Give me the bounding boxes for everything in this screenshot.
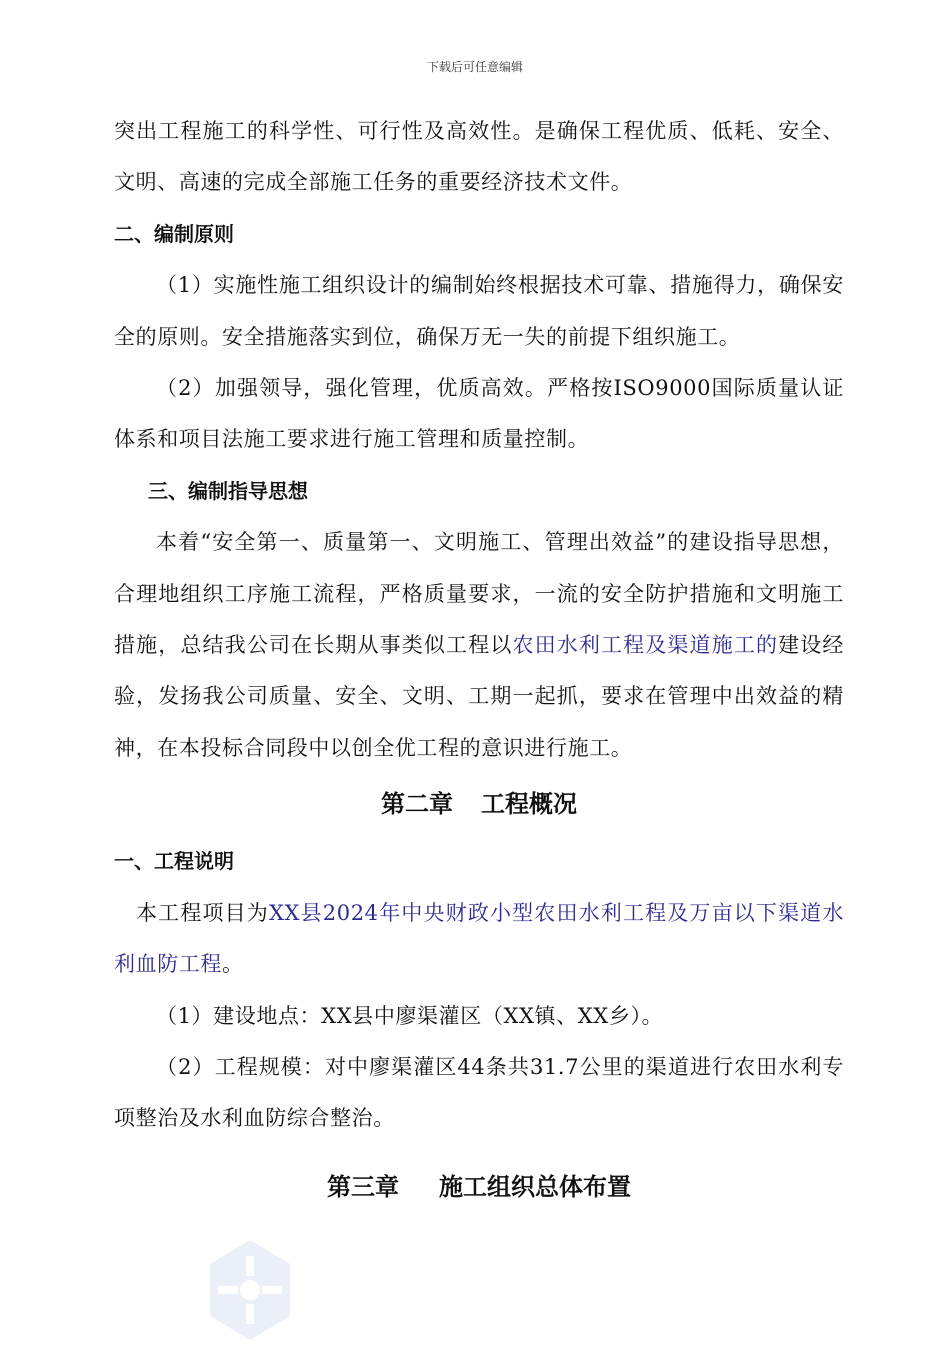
chapter-3-number: 第三章 — [327, 1172, 399, 1201]
project-name-link[interactable]: XX县2024年中央财政小型农田水利工程及万亩以下渠道水利血防工程 — [114, 900, 844, 977]
project-description-paragraph — [114, 888, 844, 991]
principle-item-1: （1）实施性施工组织设计的编制始终根据技术可靠、措施得力，确保安全的原则。安全措施落实到位，确保万无一失的前提下组织施工。 — [114, 273, 844, 349]
guiding-thought-text-2: 建设经验，发扬我公司质量、安全、文明、工期一起抓，要求在管理中出效益的精神，在本投标合同段中以创全优工程的意识进行施工。 — [114, 633, 844, 760]
watermark — [190, 1236, 670, 1344]
document-body — [114, 106, 844, 1219]
chapter-title-3 — [114, 1159, 844, 1215]
chapter-2-title: 工程概况 — [481, 790, 577, 819]
project-desc-suffix: 。 — [222, 952, 244, 977]
project-scale-item: （2）工程规模：对中廖渠灌区44条共31.7公里的渠道进行农田水利专项整治及水利血防综合整治。 — [114, 1054, 844, 1131]
section-heading-project-description: 一、工程说明 — [114, 849, 234, 874]
guiding-thought-paragraph — [114, 517, 844, 774]
chapter-title-2 — [114, 776, 844, 832]
watermark-logo-icon — [190, 1236, 310, 1344]
project-desc-prefix: 本工程项目为 — [136, 900, 269, 925]
chapter-3-title: 施工组织总体布置 — [439, 1172, 631, 1201]
page-header: 下载后可任意编辑 — [426, 60, 523, 74]
intro-paragraph: 突出工程施工的科学性、可行性及高效性。是确保工程优质、低耗、安全、文明、高速的完成全部施工任务的重要经济技术文件。 — [114, 119, 844, 195]
guiding-thought-text-1: 本着“安全第一、质量第一、文明施工、管理出效益”的建设指导思想，合理地组织工序施工流程，严格质量要求，一流的安全防护措施和文明施工措施，总结我公司在长期从事类似工程以 — [114, 530, 844, 658]
principle-item-2: （2）加强领导，强化管理，优质高效。严格按ISO9000国际质量认证体系和项目法施工要求进行施工管理和质量控制。 — [114, 376, 844, 452]
section-heading-guiding-thought: 三、编制指导思想 — [148, 478, 308, 503]
section-heading-principles: 二、编制原则 — [114, 221, 234, 246]
project-location-item: （1）建设地点：XX县中廖渠灌区（XX镇、XX乡）。 — [156, 1003, 664, 1028]
chapter-2-number: 第二章 — [381, 790, 453, 819]
guiding-thought-link[interactable]: 农田水利工程及渠道施工的 — [512, 633, 779, 658]
